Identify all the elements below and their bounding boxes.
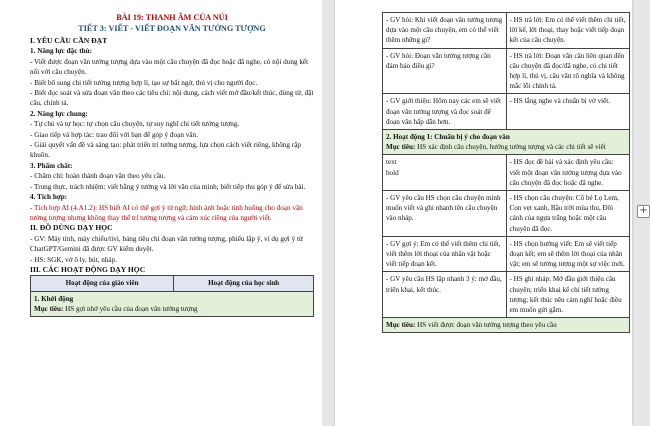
paragraph: - Biết đọc soát và sửa đoạn văn theo các tiêu chí: nội dung, cách viết mở đầu/kết thúc, dùng từ, đặt câu, chính tả.: [30, 89, 314, 108]
section-heading: III. CÁC HOẠT ĐỘNG DẠY HỌC: [30, 264, 146, 274]
activity-table: [382, 12, 630, 333]
subsection-heading: 1. Năng lực đặc thù:: [30, 47, 93, 56]
paragraph: - GV: Máy tính, máy chiếu/tivi, bảng tiêu chí đoạn văn tưởng tượng, phiếu lập ý, ví dụ gợi ý từ ChatGPT/Gemini đã được GV kiểm duyệt.: [30, 234, 303, 254]
table-row: [383, 191, 630, 237]
page-gap: [322, 0, 335, 426]
student-cell: - HS trả lời: Em có thể viết thêm chi tiết, lời kể, lời thoại, thay hoặc viết tiếp đoạn kết của câu chuyện.: [506, 13, 630, 49]
lesson-plan-content: [30, 12, 314, 317]
paragraph: - Viết được đoạn văn tưởng tượng dựa vào một câu chuyện đã đọc hoặc đã nghe, có nội dung kết nối với câu chuyện.: [30, 57, 309, 77]
activity-goal-row: [383, 318, 630, 333]
student-cell: - HS ghi nháp: Mở đầu giới thiệu câu chuyện; triển khai kể chi tiết tưởng tượng; kết thúc nêu cảm nghĩ hoặc điều em muốn gửi gắm.: [506, 272, 630, 318]
activity-heading: 2. Hoạt động 1: Chuẩn bị ý cho đoạn văn Mục tiêu: HS xác định câu chuyện, hướng tưởng tượng và các chi tiết sẽ viết: [383, 130, 630, 155]
activity-goal: Mục tiêu: HS viết được đoạn văn tưởng tượng theo yêu cầu: [383, 318, 630, 333]
teacher-cell: - GV hỏi: Khi viết đoạn văn tưởng tượng dựa vào một câu chuyện, em có thể viết thêm những gì?: [383, 13, 507, 49]
teacher-cell: - GV yêu cầu HS chọn câu chuyện mình muốn viết và ghi nhanh tên câu chuyện vào nháp.: [383, 191, 507, 237]
paragraph: - Giao tiếp và hợp tác: trao đổi với bạn để góp ý đoạn văn.: [30, 130, 198, 139]
teacher-cell: text bold: [383, 155, 507, 191]
subsection-heading: 2. Năng lực chung:: [30, 109, 88, 118]
table-row: [383, 236, 630, 272]
activity-heading-row: [383, 130, 630, 155]
paragraph: - Chăm chỉ: hoàn thành đoạn văn theo yêu cầu.: [30, 172, 166, 181]
ai-integration-paragraph: - Tích hợp AI (4.A1.2): HS biết AI có thể gợi ý từ ngữ, hình ảnh hoặc tình huống cho đoạn văn tưởng tượng nhưng không thay thế trí tưởng tượng và cảm xúc riêng của người viết.: [30, 203, 303, 222]
document-page-left: [0, 0, 322, 426]
activity-heading: 1. Khởi động Mục tiêu: HS gợi nhớ yêu cầu của đoạn văn tưởng tượng: [31, 291, 314, 316]
table-header-student: Hoạt động của học sinh: [174, 276, 314, 291]
paragraph: - HS: SGK, vở ô ly, bút, nháp.: [30, 255, 117, 264]
paragraph: - Giải quyết vấn đề và sáng tạo: phát triển trí tưởng tượng, lựa chọn cách viết riêng, không rập khuôn.: [30, 141, 301, 160]
table-header-teacher: Hoạt động của giáo viên: [31, 276, 174, 291]
table-row: [383, 48, 630, 94]
table-row: [383, 94, 630, 130]
teacher-cell: - GV gợi ý: Em có thể viết thêm chi tiết, viết thêm lời thoại của nhân vật hoặc viết tiếp đoạn kết.: [383, 236, 507, 272]
teacher-cell: - GV giới thiệu: Hôm nay các em sẽ viết đoạn văn tưởng tượng và đọc soát để đoạn văn hấp dẫn hơn.: [383, 94, 507, 130]
teacher-cell: - GV hỏi: Đoạn văn tưởng tượng cần đảm bảo điều gì?: [383, 48, 507, 94]
paragraph: - Trung thực, trách nhiệm: viết bằng ý tưởng và lời văn của mình; biết tiếp thu góp ý để sửa bài.: [30, 182, 306, 191]
teacher-cell: - GV yêu cầu HS lập nhanh 3 ý: mở đầu, triển khai, kết thúc.: [383, 272, 507, 318]
student-cell: - HS đọc đề bài và xác định yêu cầu: viết một đoạn văn tưởng tượng dựa vào câu chuyện đã đọc hoặc đã nghe.: [506, 155, 630, 191]
activity-table-continued: [382, 12, 630, 333]
activity-table: [30, 275, 314, 317]
subsection-heading: 4. Tích hợp:: [30, 193, 68, 202]
lesson-subtitle: TIẾT 3: VIẾT - VIẾT ĐOẠN VĂN TƯỞNG TƯỢNG: [78, 24, 266, 33]
table-row: [383, 13, 630, 49]
lesson-title: BÀI 19: THANH ÂM CỦA NÚI: [116, 13, 228, 22]
paragraph: - Tự chủ và tự học: tự chọn câu chuyện, tự suy nghĩ chi tiết tưởng tượng.: [30, 120, 240, 129]
section-heading: I. YÊU CẦU CẦN ĐẠT: [30, 36, 108, 45]
table-row: [383, 155, 630, 191]
student-cell: - HS chọn câu chuyện: Cô bé Lọ Lem, Con vẹt xanh, Bầu trời mùa thu, Đôi cánh của ngựa trắng hoặc một câu chuyện đã đọc.: [506, 191, 630, 237]
section-heading: II. ĐỒ DÙNG DẠY HỌC: [30, 223, 113, 233]
document-page-right: [335, 0, 632, 426]
student-cell: - HS chọn hướng viết: Em sẽ viết tiếp đoạn kết; em sẽ thêm lời thoại của nhân vật; em sẽ tưởng tượng một sự việc mới.: [506, 236, 630, 272]
add-row-plus-icon[interactable]: +: [637, 205, 650, 218]
subsection-heading: 3. Phẩm chất:: [30, 161, 73, 170]
student-cell: - HS lắng nghe và chuẩn bị vở viết.: [506, 94, 630, 130]
table-row: [383, 272, 630, 318]
paragraph: - Biết bổ sung chi tiết tưởng tượng hợp lí, tạo sự bất ngờ, thú vị cho người đọc.: [30, 78, 258, 87]
student-cell: - HS trả lời: Đoạn văn cần liên quan đến câu chuyện đã đọc/đã nghe, có chi tiết hợp lí, thú vị, câu văn rõ nghĩa và không mắc lỗi chính tả.: [506, 48, 630, 94]
